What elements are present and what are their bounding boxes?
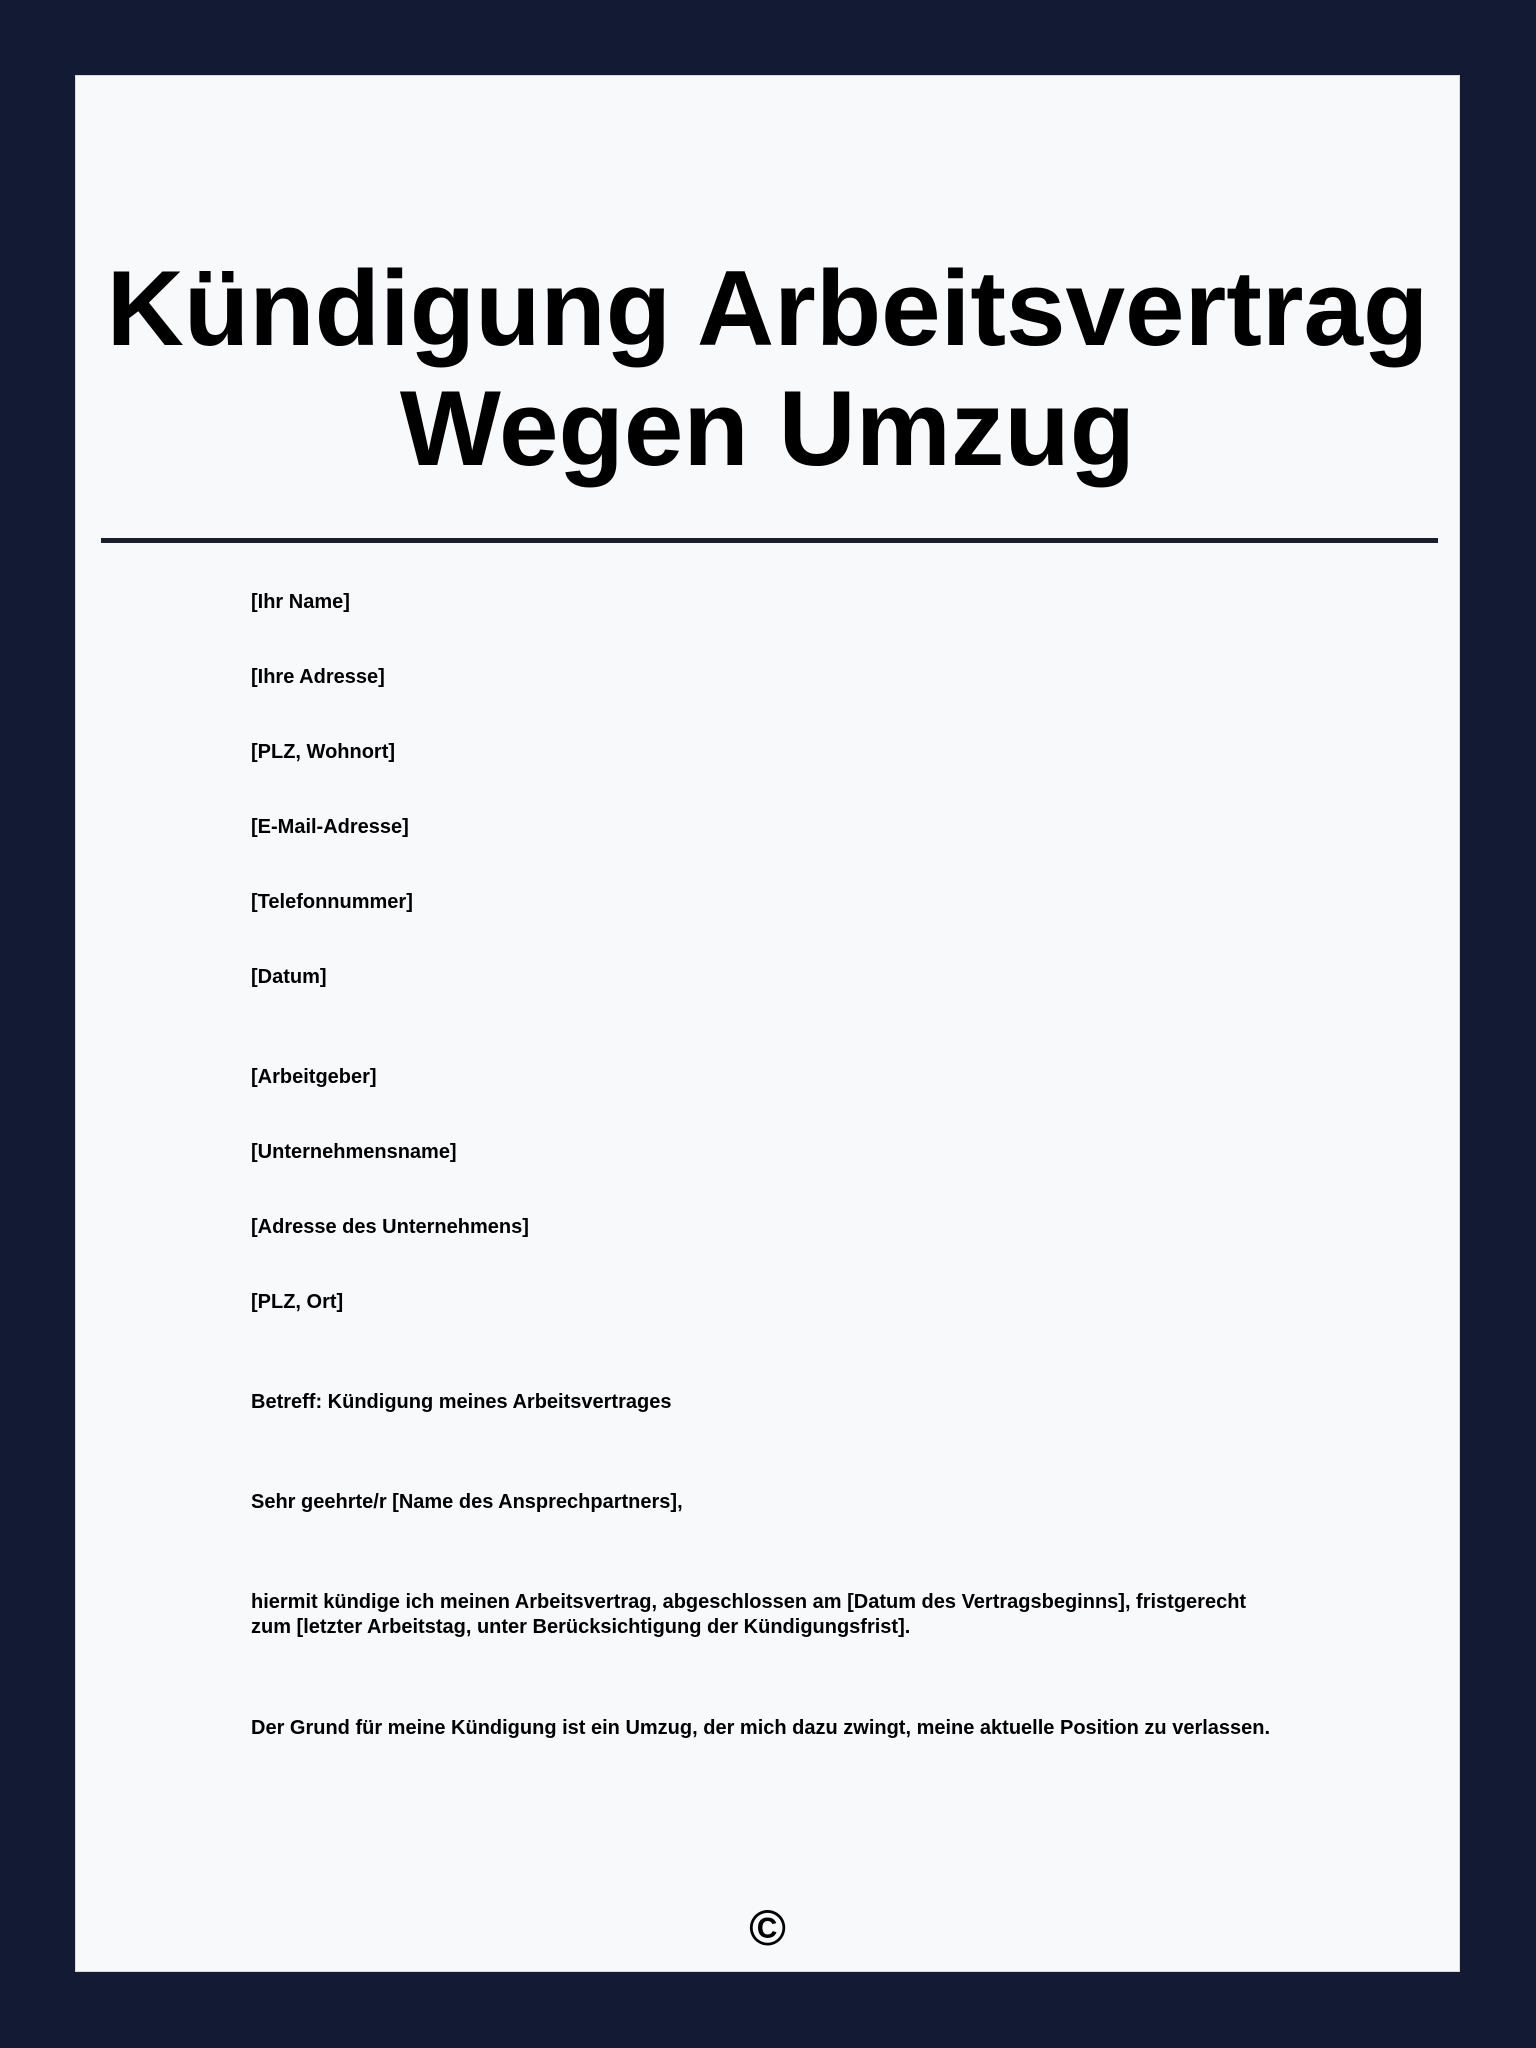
body-paragraph-1: hiermit kündige ich meinen Arbeitsvertrag, abgeschlossen am [Datum des Vertragsbeginns], fristgerecht zum [letzter Arbeitstag, unter Berücksichtigung der Kündigungsfrist].	[251, 1591, 1247, 1638]
recipient-company-address: [Adresse des Unternehmens]	[251, 1216, 529, 1238]
sender-email: [E-Mail-Adresse]	[251, 816, 409, 838]
document-page	[75, 75, 1460, 1972]
sender-address: [Ihre Adresse]	[251, 666, 385, 688]
body-paragraph-2: Der Grund für meine Kündigung ist ein Umzug, der mich dazu zwingt, meine aktuelle Position zu verlassen.	[251, 1717, 1271, 1739]
title-line-2: Wegen Umzug	[399, 368, 1136, 488]
recipient-company-name: [Unternehmensname]	[251, 1141, 457, 1163]
recipient-zip-city: [PLZ, Ort]	[251, 1291, 344, 1313]
recipient-employer: [Arbeitgeber]	[251, 1066, 377, 1088]
document-title	[76, 248, 1459, 488]
sender-phone: [Telefonnummer]	[251, 891, 413, 913]
letter-date: [Datum]	[251, 966, 327, 988]
sender-name: [Ihr Name]	[251, 591, 350, 613]
letter-subject: Betreff: Kündigung meines Arbeitsvertrages	[251, 1391, 672, 1413]
title-line-1: Kündigung Arbeitsvertrag	[106, 248, 1429, 368]
copyright-icon: ©	[749, 1900, 786, 1956]
letter-salutation: Sehr geehrte/r [Name des Ansprechpartners],	[251, 1491, 683, 1513]
sender-zip-city: [PLZ, Wohnort]	[251, 741, 396, 763]
title-divider	[101, 538, 1438, 543]
